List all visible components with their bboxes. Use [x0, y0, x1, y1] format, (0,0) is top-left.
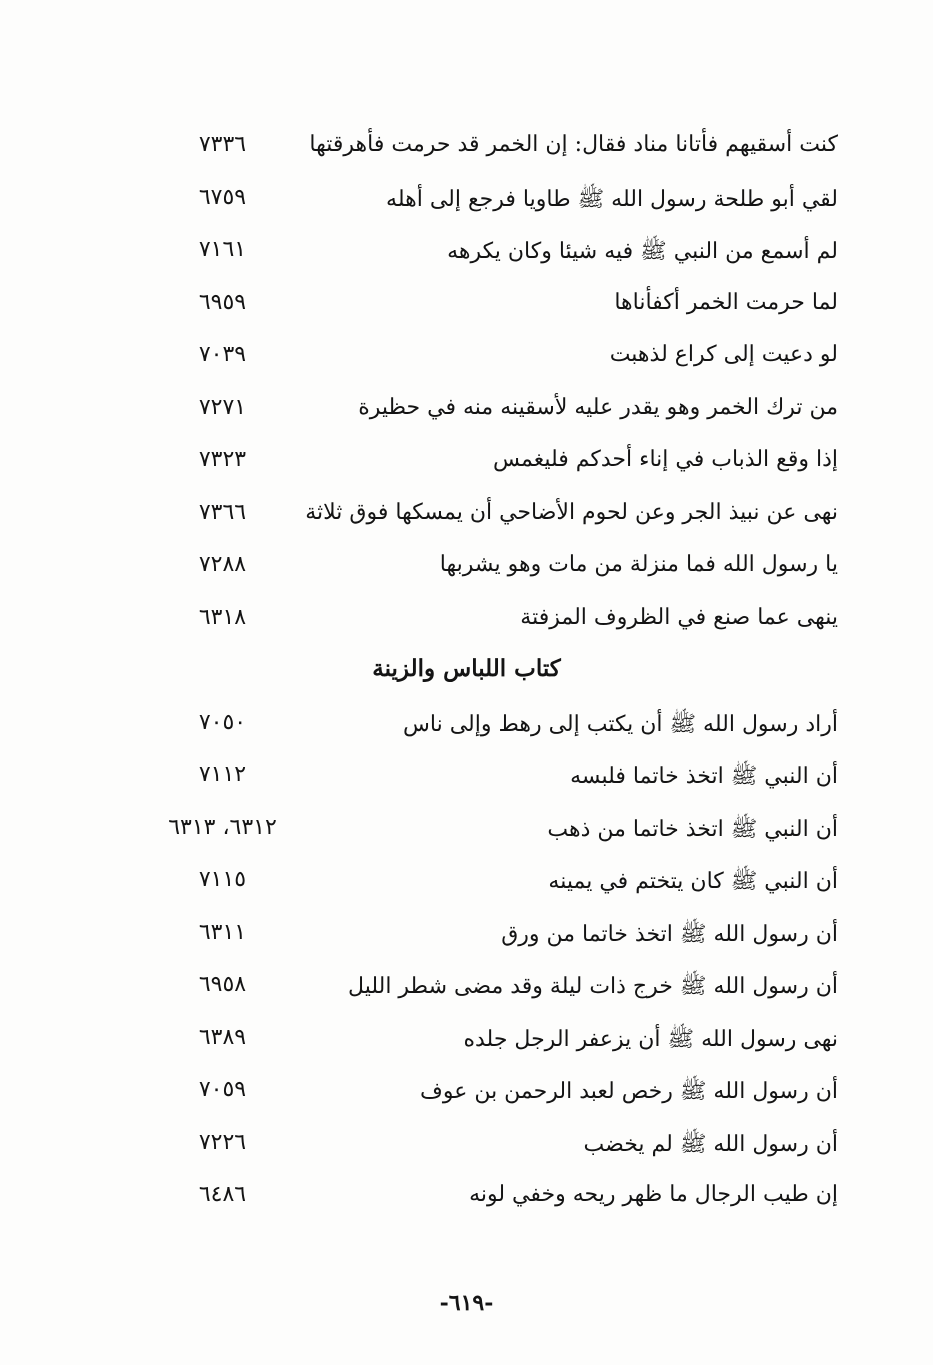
index-entry: [0, 857, 933, 910]
hadith-number: ٧٠٥٠: [198, 709, 247, 735]
index-entry: [0, 227, 933, 280]
index-entry: [0, 910, 933, 963]
hadith-number: ٦٧٥٩: [198, 184, 247, 210]
hadith-text: أراد رسول الله ﷺ أن يكتب إلى رهط وإلى ناس: [403, 711, 838, 737]
hadith-text: يا رسول الله فما منزلة من مات وهو يشربها: [439, 552, 838, 577]
hadith-text: أن رسول الله ﷺ خرج ذات ليلة وقد مضى شطر الليل: [348, 974, 838, 999]
hadith-text: أن النبي ﷺ اتخذ خاتما من ذهب: [547, 816, 838, 842]
hadith-index-list: [0, 122, 933, 1225]
page-number: -٦١٩-: [439, 1290, 494, 1316]
hadith-text: إن طيب الرجال ما ظهر ريحه وخفي لونه: [469, 1182, 838, 1207]
hadith-number: ٧٢٨٨: [198, 552, 247, 577]
hadith-text: أن النبي ﷺ اتخذ خاتما فلبسه: [570, 764, 838, 789]
hadith-text: أن رسول الله ﷺ لم يخضب: [583, 1131, 838, 1157]
index-entry: [0, 805, 933, 858]
hadith-text: إذا وقع الذباب في إناء أحدكم فليغمس: [492, 447, 838, 472]
hadith-text: أن رسول الله ﷺ اتخذ خاتما من ورق: [501, 921, 838, 947]
hadith-text: ينهى عما صنع في الظروف المزفتة: [520, 604, 838, 630]
hadith-number: ٦٣١٨: [198, 604, 247, 630]
index-entry: [0, 1015, 933, 1068]
hadith-text: لقي أبو طلحة رسول الله ﷺ طاويا فرجع إلى أهله: [386, 186, 838, 212]
hadith-number: ٧٢٧١: [198, 394, 247, 420]
index-entry: [0, 700, 933, 753]
index-entry: [0, 1120, 933, 1173]
hadith-number: ٦٣١١: [198, 919, 247, 945]
hadith-number: ٧٠٣٩: [198, 342, 247, 367]
index-entry: [0, 175, 933, 228]
hadith-text: لم أسمع من النبي ﷺ فيه شيئا وكان يكرهه: [447, 239, 838, 264]
hadith-number: ٧٣٦٦: [198, 499, 247, 525]
hadith-number: ٧١١٢: [198, 762, 247, 787]
index-entry: [0, 122, 933, 175]
hadith-number: ٧١١٥: [198, 867, 247, 892]
index-entry: [0, 437, 933, 490]
index-entry: [0, 490, 933, 543]
hadith-text: أن رسول الله ﷺ رخص لعبد الرحمن بن عوف: [420, 1079, 838, 1104]
index-entry: [0, 1067, 933, 1120]
section-heading-row: [0, 647, 933, 700]
hadith-text: كنت أسقيهم فأتانا مناد فقال: إن الخمر قد حرمت فأهرقتها: [309, 132, 838, 157]
hadith-number: ٦٩٥٨: [198, 972, 247, 997]
index-entry: [0, 595, 933, 648]
index-entry: [0, 962, 933, 1015]
hadith-text: لو دعيت إلى كراع لذهبت: [609, 342, 838, 367]
index-entry: [0, 542, 933, 595]
index-entry: [0, 752, 933, 805]
hadith-text: لما حرمت الخمر أكفأناها: [614, 289, 838, 315]
index-entry: [0, 385, 933, 438]
hadith-text: من ترك الخمر وهو يقدر عليه لأسقينه منه في حظيرة: [358, 394, 838, 420]
hadith-number: ٧٣٣٦: [198, 132, 247, 157]
hadith-text: نهى رسول الله ﷺ أن يزعفر الرجل جلده: [463, 1026, 838, 1052]
hadith-number: ٦٣٨٩: [198, 1024, 247, 1050]
index-entry: [0, 280, 933, 333]
hadith-text: أن النبي ﷺ كان يتختم في يمينه: [548, 869, 838, 894]
section-heading: كتاب اللباس والزينة: [372, 655, 561, 682]
hadith-number: ٦٩٥٩: [198, 289, 247, 315]
index-entry: [0, 332, 933, 385]
hadith-number: ٧١٦١: [198, 237, 247, 262]
hadith-number: ٧٣٢٣: [198, 447, 247, 472]
hadith-text: نهى عن نبيذ الجر وعن لحوم الأضاحي أن يمسكها فوق ثلاثة: [305, 499, 838, 525]
index-entry: [0, 1172, 933, 1225]
hadith-number: ٧٢٢٦: [198, 1129, 247, 1155]
hadith-number: ٦٤٨٦: [198, 1182, 247, 1207]
hadith-number: ٧٠٥٩: [198, 1077, 247, 1102]
hadith-number: ٦٣١٢، ٦٣١٣: [168, 814, 277, 840]
